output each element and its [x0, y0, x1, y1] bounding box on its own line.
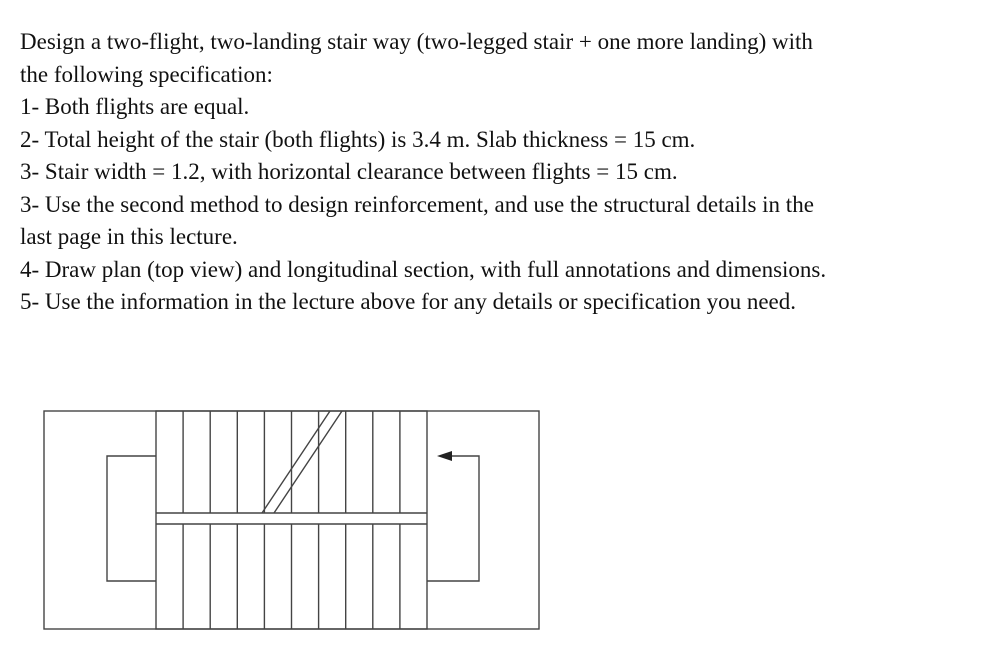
spec-item-5: 5- Use the information in the lecture above for any details or specification you need.	[20, 289, 796, 314]
spec-item-3b: 3- Use the second method to design reinforcement, and use the structural details in the	[20, 191, 814, 217]
path-line-right	[427, 456, 479, 581]
spec-item-3b-continued: last page in this lecture.	[20, 224, 238, 249]
path-line-left	[107, 456, 156, 581]
spec-item-3a: 3- Stair width = 1.2, with horizontal clearance between flights = 15 cm.	[20, 159, 678, 184]
direction-arrow-icon	[437, 451, 452, 461]
spec-item-2: 2- Total height of the stair (both flights) is 3.4 m. Slab thickness = 15 cm.	[20, 126, 696, 152]
spec-item-4: 4- Draw plan (top view) and longitudinal section, with full annotations and dimensions.	[20, 256, 827, 282]
break-line-1	[262, 411, 330, 513]
lower-flight-treads	[183, 524, 400, 629]
intro-line-1: Design a two-flight, two-landing stair way (two-legged stair + one more landing) with	[20, 29, 813, 54]
upper-flight-treads	[183, 411, 400, 513]
spec-item-1: 1- Both flights are equal.	[20, 94, 250, 119]
intro-line-2: the following specification:	[20, 61, 273, 87]
break-line-2	[274, 411, 342, 513]
